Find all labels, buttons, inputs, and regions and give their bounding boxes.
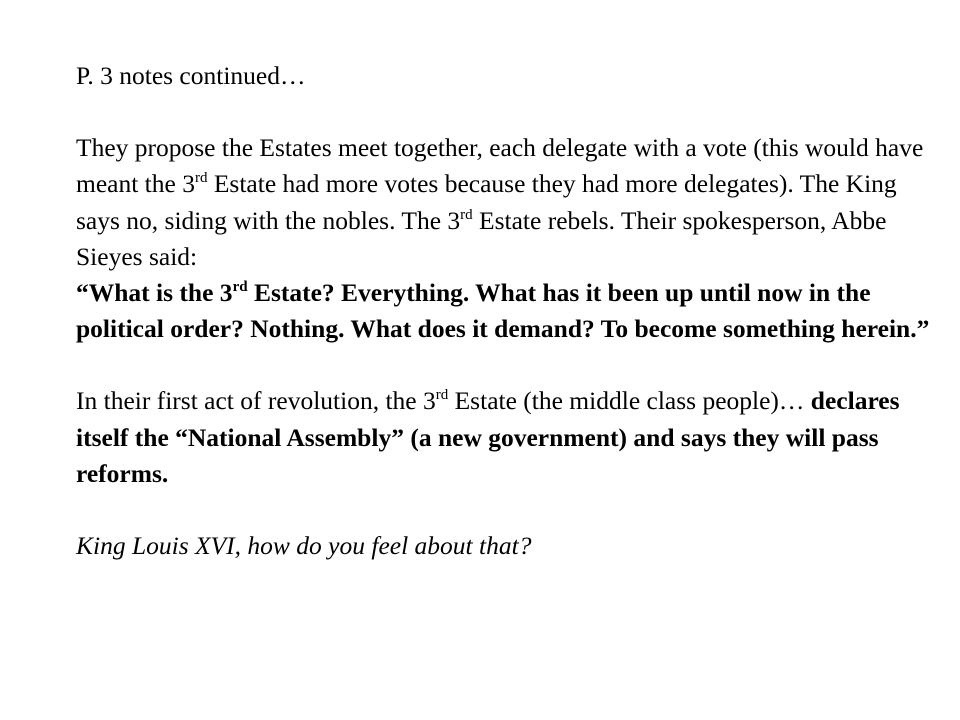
notes-text — [76, 58, 936, 564]
paragraph2-text-1: In their first act of revolution, the 3 — [76, 386, 436, 416]
superscript-rd: rd — [232, 279, 248, 296]
spacer — [76, 347, 936, 383]
paragraph-estates-proposal — [76, 130, 936, 275]
spacer — [76, 492, 936, 528]
paragraph-national-assembly — [76, 383, 936, 492]
superscript-rd: rd — [435, 387, 449, 404]
heading: P. 3 notes continued… — [76, 61, 306, 90]
quote-text-2: Estate? Everything. What has it been up until now in the political order? Nothing. What does it demand? To become something herein.” — [76, 278, 930, 344]
paragraph1-text-1: They propose the Estates meet together, each delegate with a vote (this would have meant the 3 — [76, 133, 924, 199]
paragraph2-bold-text: declares itself the “National Assembly” (a new government) and says they will pass reforms. — [76, 386, 900, 488]
paragraph1-text-2: Estate had more votes because they had more delegates). The King says no, siding with the nobles. The 3 — [76, 169, 897, 235]
spacer — [76, 94, 936, 130]
superscript-rd: rd — [194, 170, 208, 187]
superscript-rd: rd — [460, 206, 473, 223]
paragraph2-text-2: Estate (the middle class people)… — [448, 386, 811, 416]
paragraph1-text-3: Estate rebels. Their spokesperson, Abbe Sieyes said: — [76, 205, 887, 271]
question-text: King Louis XVI, how do you feel about that? — [76, 531, 532, 561]
sieyes-quote — [76, 275, 936, 347]
closing-question — [76, 528, 936, 564]
quote-text-1: “What is the 3 — [76, 278, 233, 308]
